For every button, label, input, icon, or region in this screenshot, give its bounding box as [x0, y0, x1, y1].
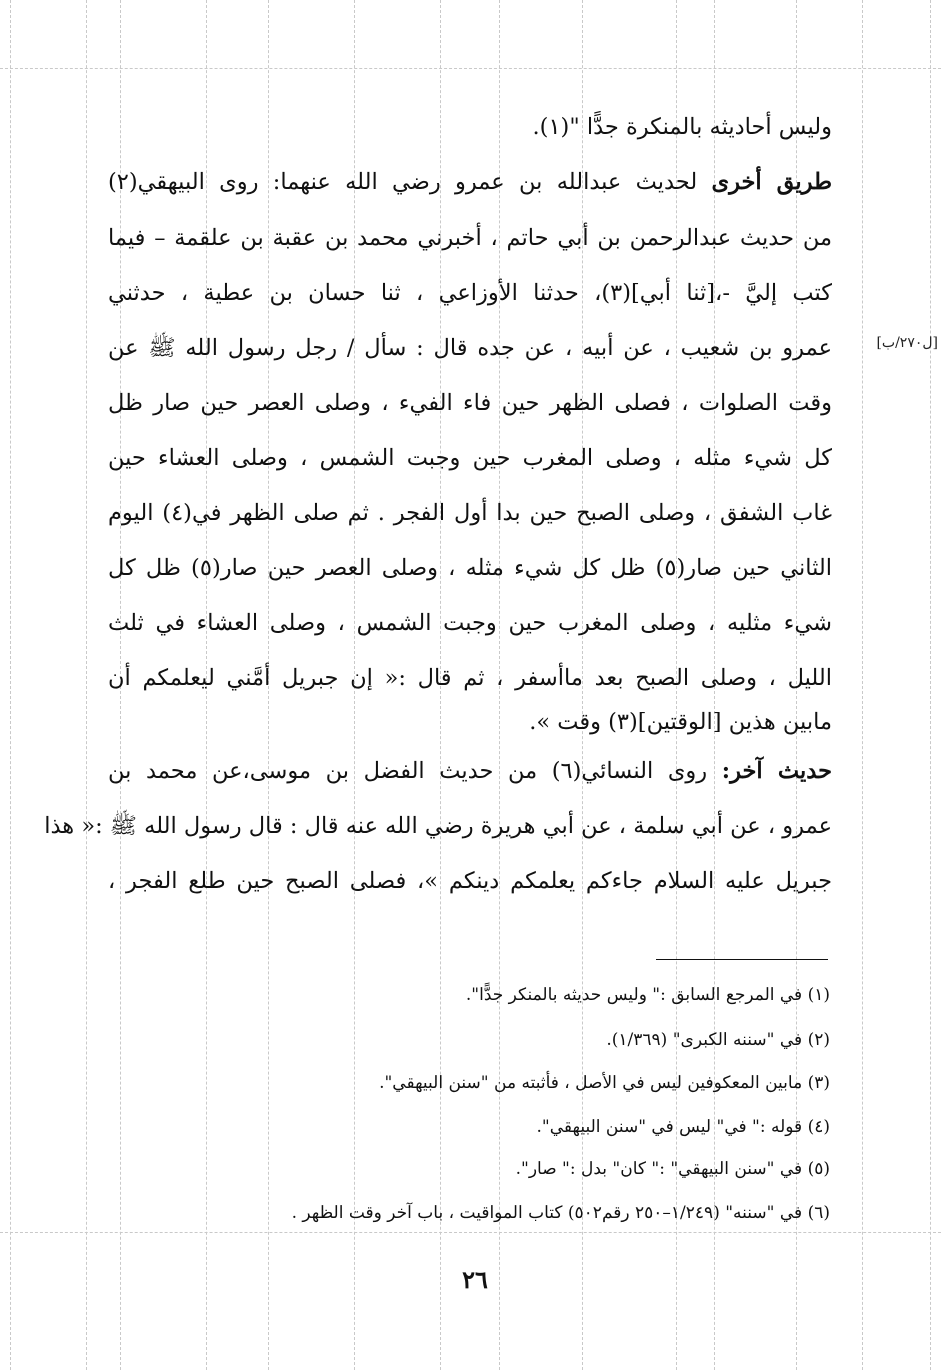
text-line: حديث آخر: روى النسائي(٦) من حديث الفضل بن موسى،عن محمد بن [108, 758, 832, 784]
text-line: غاب الشفق ، وصلى الصبح حين بدا أول الفجر . ثم صلى الظهر في(٤) اليوم [108, 500, 832, 526]
text-line: عمرو ، عن أبي سلمة ، عن أبي هريرة رضي الله عنه قال : قال رسول الله ﷺ :« هذا [44, 813, 832, 839]
text-line: كتب إليَّ -،[ثنا أبي](٣)، حدثنا الأوزاعي ، ثنا حسان بن عطية ، حدثني [108, 280, 832, 306]
section-heading: حديث آخر: [721, 758, 832, 784]
text-line: من حديث عبدالرحمن بن أبي حاتم ، أخبرني محمد بن عقبة بن علقمة – فيما [108, 225, 832, 251]
text-line: وقت الصلوات ، فصلى الظهر حين فاء الفيء ، وصلى العصر حين صار ظل [108, 390, 832, 416]
text-line: وليس أحاديثه بالمنكرة جدًّا "(١). [532, 114, 832, 140]
footnote: (٤) قوله :" في" ليس في "سنن البيهقي". [536, 1117, 830, 1137]
text-line: الليل ، وصلى الصبح بعد ماأسفر ، ثم قال :« إن جبريل أمَّني ليعلمكم أن [108, 665, 832, 691]
footnote-separator [656, 959, 828, 960]
footnote: (٦) في "سننه" (١/٢٤٩–٢٥٠ رقم٥٠٢) كتاب المواقيت ، باب آخر وقت الظهر . [291, 1203, 830, 1223]
manuscript-folio-marker: [ل٢٧٠/ب] [876, 335, 938, 351]
footnote: (٢) في "سننه الكبرى" (١/٣٦٩). [606, 1030, 830, 1050]
text-line: عمرو بن شعيب ، عن أبيه ، عن جده قال : سأل / رجل رسول الله ﷺ عن [108, 335, 832, 361]
text-line: الثاني حين صار(٥) ظل كل شيء مثله ، وصلى العصر حين صار(٥) ظل كل [108, 555, 832, 581]
text-line: جبريل عليه السلام جاءكم يعلمكم دينكم »، فصلى الصبح حين طلع الفجر ، [108, 868, 832, 894]
footnote: (٣) مابين المعكوفين ليس في الأصل ، فأثبته من "سنن البيهقي". [379, 1073, 830, 1093]
section-heading: طريق أخرى [711, 169, 832, 195]
text-line: كل شيء مثله ، وصلى المغرب حين وجبت الشمس ، وصلى العشاء حين [108, 445, 832, 471]
footnote: (١) في المرجع السابق :" وليس حديثه بالمنكر جدًّا". [465, 985, 830, 1005]
text-line: شيء مثليه ، وصلى المغرب حين وجبت الشمس ، وصلى العشاء في ثلث [108, 610, 832, 636]
page-number: ٢٦ [462, 1265, 488, 1294]
text-line: طريق أخرى لحديث عبدالله بن عمرو رضي الله عنهما: روى البيهقي(٢) [108, 169, 832, 195]
footnote: (٥) في "سنن البيهقي" :" كان" بدل :" صار". [515, 1159, 830, 1179]
text-line: مابين هذين [الوقتين](٣) وقت ». [529, 709, 832, 735]
